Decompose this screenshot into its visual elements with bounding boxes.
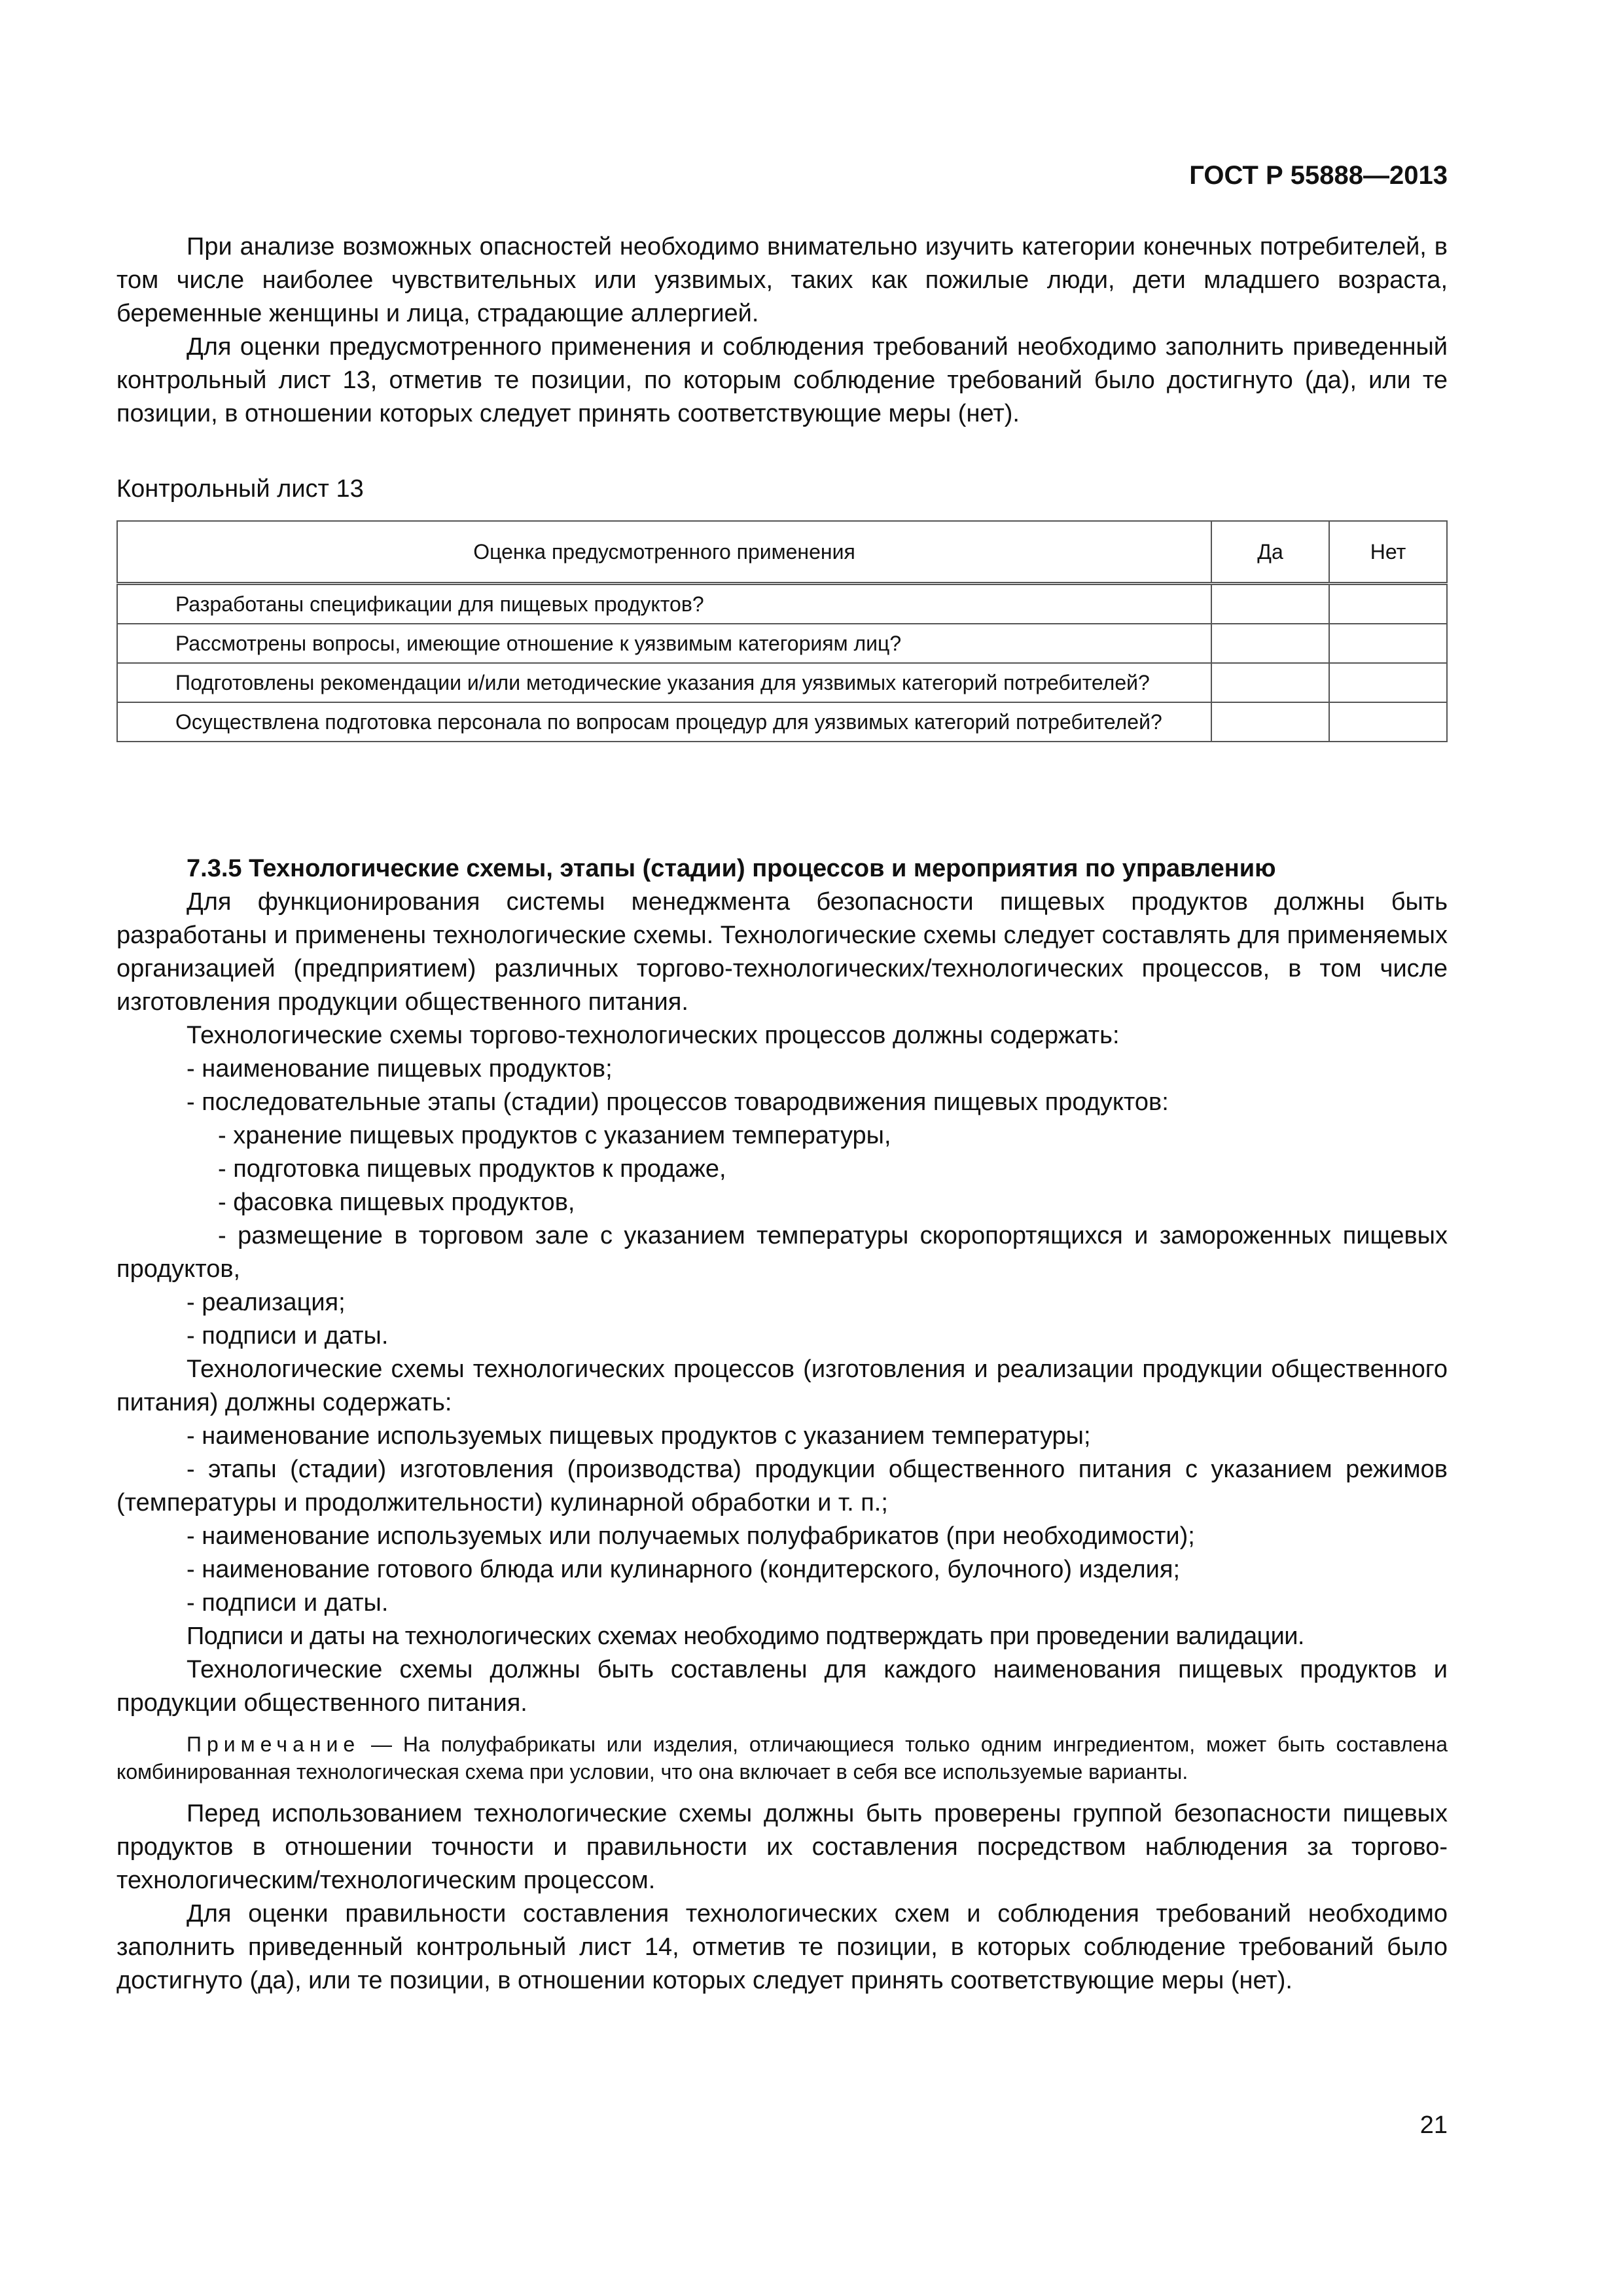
list-item: - последовательные этапы (стадии) процессов товародвижения пищевых продуктов: bbox=[187, 1088, 1169, 1116]
sub-list-item: - подготовка пищевых продуктов к продаже, bbox=[218, 1155, 726, 1183]
list-item: - подписи и даты. bbox=[187, 1589, 389, 1617]
document-page bbox=[116, 0, 1448, 2296]
table-row bbox=[117, 663, 1447, 702]
yes-cell[interactable] bbox=[1211, 624, 1329, 663]
sub-list-item: - размещение в торговом зале с указанием температуры скоропортящихся и замороженных пищевых продуктов, bbox=[116, 1222, 1448, 1283]
note bbox=[116, 1731, 1448, 1785]
intro-section bbox=[116, 230, 1448, 431]
no-cell[interactable] bbox=[1329, 624, 1447, 663]
column-header-assessment: Оценка предусмотренного применения bbox=[117, 521, 1211, 584]
section-7-3-5 bbox=[116, 852, 1448, 1998]
checklist-table bbox=[116, 520, 1448, 742]
no-cell[interactable] bbox=[1329, 702, 1447, 742]
section-paragraph: Технологические схемы технологических процессов (изготовления и реализации продукции общественного питания) должны содержать: bbox=[116, 1355, 1448, 1416]
list-item: - наименование используемых или получаемых полуфабрикатов (при необходимости); bbox=[187, 1522, 1195, 1550]
section-paragraph: Для функционирования системы менеджмента безопасности пищевых продуктов должны быть разработаны и применены технологические схемы. Технологические схемы следует составлять для применяемых организацией (предприятием) различных торгово-технологических/технологических процессов, в том числе изготовления продукции общественного питания. bbox=[116, 888, 1448, 1016]
column-header-no: Нет bbox=[1329, 521, 1447, 584]
list-item: - наименование готового блюда или кулинарного (кондитерского, булочного) изделия; bbox=[187, 1556, 1181, 1583]
sub-list-item: - хранение пищевых продуктов с указанием температуры, bbox=[218, 1122, 891, 1149]
list-item: - подписи и даты. bbox=[187, 1322, 389, 1350]
list-item: - наименование используемых пищевых продуктов с указанием температуры; bbox=[187, 1422, 1091, 1450]
document-code: ГОСТ Р 55888—2013 bbox=[1189, 161, 1448, 190]
column-header-yes: Да bbox=[1211, 521, 1329, 584]
question-cell: Подготовлены рекомендации и/или методические указания для уязвимых категорий потребителей? bbox=[117, 663, 1211, 702]
intro-paragraph: Для оценки предусмотренного применения и соблюдения требований необходимо заполнить приведенный контрольный лист 13, отметив те позиции, по которым соблюдение требований было достигнуто (да), или те позиции, в отношении которых следует принять соответствующие меры (нет). bbox=[116, 333, 1448, 427]
yes-cell[interactable] bbox=[1211, 584, 1329, 624]
intro-paragraph: При анализе возможных опасностей необходимо внимательно изучить категории конечных потребителей, в том числе наиболее чувствительных или уязвимых, таких как пожилые люди, дети младшего возраста, беременные женщины и лица, страдающие аллергией. bbox=[116, 233, 1448, 327]
sub-list-item: - фасовка пищевых продуктов, bbox=[218, 1189, 575, 1216]
yes-cell[interactable] bbox=[1211, 663, 1329, 702]
section-paragraph: Технологические схемы торгово-технологических процессов должны содержать: bbox=[187, 1022, 1120, 1049]
section-paragraph: Перед использованием технологические схемы должны быть проверены группой безопасности пищевых продуктов в отношении точности и правильности их составления посредством наблюдения за торгово-технологическим/технологическим процессом. bbox=[116, 1800, 1448, 1894]
section-paragraph: Подписи и даты на технологических схемах необходимо подтверждать при проведении валидации. bbox=[187, 1623, 1304, 1650]
section-paragraph: Для оценки правильности составления технологических схем и соблюдения требований необходимо заполнить приведенный контрольный лист 14, отметив те позиции, в которых соблюдение требований было достигнуто (да), или те позиции, в отношении которых следует принять соответствующие меры (нет). bbox=[116, 1900, 1448, 1994]
list-item: - реализация; bbox=[187, 1289, 346, 1316]
table-row bbox=[117, 702, 1447, 742]
question-cell: Осуществлена подготовка персонала по вопросам процедур для уязвимых категорий потребителей? bbox=[117, 702, 1211, 742]
table-row bbox=[117, 624, 1447, 663]
no-cell[interactable] bbox=[1329, 584, 1447, 624]
checklist-title: Контрольный лист 13 bbox=[116, 475, 364, 503]
list-item: - наименование пищевых продуктов; bbox=[187, 1055, 613, 1083]
question-cell: Разработаны спецификации для пищевых продуктов? bbox=[117, 584, 1211, 624]
note-label: Примечание bbox=[187, 1732, 361, 1756]
table-header-row bbox=[117, 521, 1447, 584]
no-cell[interactable] bbox=[1329, 663, 1447, 702]
table-row bbox=[117, 584, 1447, 624]
page-number: 21 bbox=[1419, 2111, 1448, 2139]
yes-cell[interactable] bbox=[1211, 702, 1329, 742]
question-cell: Рассмотрены вопросы, имеющие отношение к уязвимым категориям лиц? bbox=[117, 624, 1211, 663]
section-heading: 7.3.5 Технологические схемы, этапы (стадии) процессов и мероприятия по управлению bbox=[187, 855, 1276, 882]
list-item: - этапы (стадии) изготовления (производства) продукции общественного питания с указанием режимов (температуры и продолжительности) кулинарной обработки и т. п.; bbox=[116, 1456, 1448, 1516]
section-paragraph: Технологические схемы должны быть составлены для каждого наименования пищевых продуктов и продукции общественного питания. bbox=[116, 1656, 1448, 1717]
note-text: — На полуфабрикаты или изделия, отличающиеся только одним ингредиентом, может быть составлена комбинированная технологическая схема при условии, что она включает в себя все используемые варианты. bbox=[116, 1732, 1448, 1784]
